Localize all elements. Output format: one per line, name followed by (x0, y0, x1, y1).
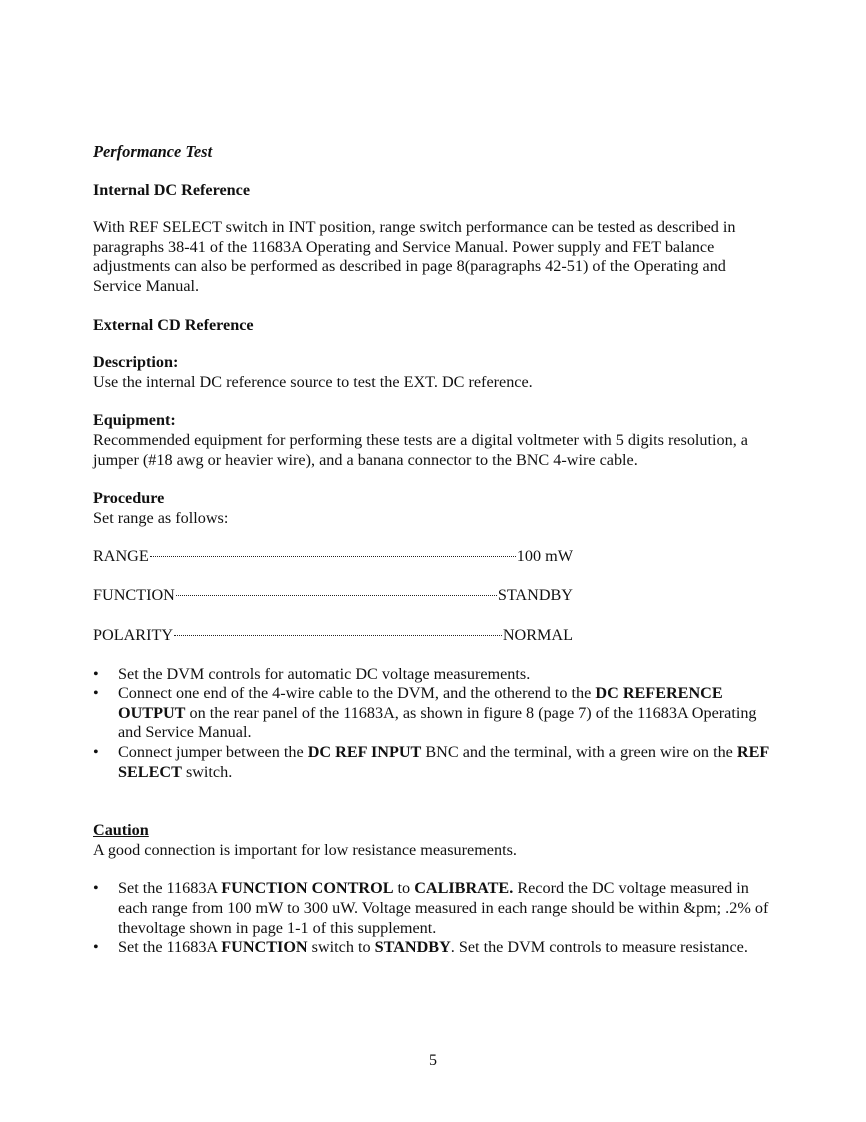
procedure-steps-list (93, 665, 773, 783)
page-title: Performance Test (93, 142, 213, 161)
internal-dc-paragraph: With REF SELECT switch in INT position, range switch performance can be tested as described in paragraphs 38-41 of the 11683A Operating and Service Manual. Power supply and FET balance adjustments can also be performed as described in page 8(paragraphs 42-51) of the Operating and Service Manual. (93, 218, 736, 295)
setting-label: RANGE (93, 547, 149, 566)
setting-label: POLARITY (93, 625, 174, 644)
procedure-intro: Set range as follows: (93, 508, 229, 527)
description-label: Description: (93, 353, 179, 372)
list-item: • Connect jumper between the DC REF INPUT BNC and the terminal, with a green wire on the REF SELECT switch. (93, 743, 773, 782)
caution-text: A good connection is important for low resistance measurements. (93, 840, 517, 859)
page-content (93, 142, 773, 977)
leader-dots (176, 594, 497, 596)
list-item: • Set the 11683A FUNCTION switch to STANDBY. Set the DVM controls to measure resistance. (93, 938, 773, 958)
external-dc-heading: External CD Reference (93, 315, 254, 334)
internal-dc-heading: Internal DC Reference (93, 180, 251, 199)
setting-value: 100 mW (516, 547, 573, 566)
equipment-label: Equipment: (93, 411, 176, 430)
description-text: Use the internal DC reference source to test the EXT. DC reference. (93, 372, 533, 391)
calibration-steps-list (93, 879, 773, 957)
leader-dots (174, 634, 502, 636)
caution-label: Caution (93, 821, 149, 840)
setting-row-function (93, 586, 573, 606)
setting-value: STANDBY (497, 586, 573, 605)
setting-row-polarity (93, 626, 573, 646)
equipment-text: Recommended equipment for performing these tests are a digital voltmeter with 5 digits resolution, a jumper (#18 awg or heavier wire), and a banana connector to the BNC 4-wire cable. (93, 430, 748, 469)
leader-dots (150, 555, 516, 557)
list-item: • Set the DVM controls for automatic DC voltage measurements. (93, 665, 773, 685)
page-number: 5 (429, 1052, 437, 1069)
list-item: • Set the 11683A FUNCTION CONTROL to CALIBRATE. Record the DC voltage measured in each range from 100 mW to 300 uW. Voltage measured in each range should be within &pm; .2% of thevoltage shown in page 1-1 of this supplement. (93, 879, 773, 938)
setting-row-range (93, 547, 573, 567)
list-item: • Connect one end of the 4-wire cable to the DVM, and the otherend to the DC REFERENCE OUTPUT on the rear panel of the 11683A, as shown in figure 8 (page 7) of the 11683A Operating and Service Manual. (93, 684, 773, 743)
setting-label: FUNCTION (93, 586, 175, 605)
procedure-label: Procedure (93, 489, 165, 508)
setting-value: NORMAL (502, 625, 573, 644)
